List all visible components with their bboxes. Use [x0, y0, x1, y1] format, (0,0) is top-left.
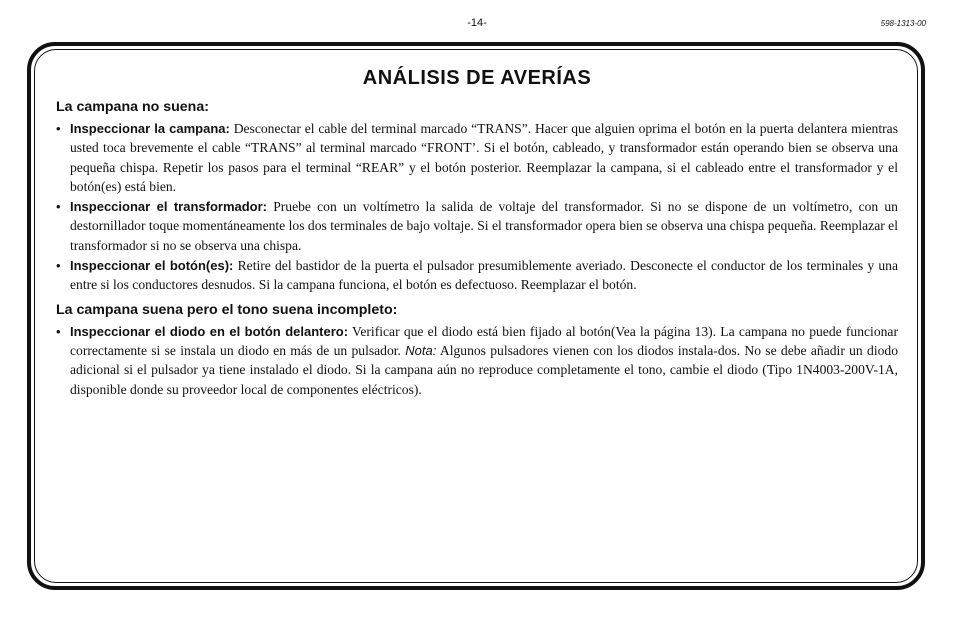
document-code: 598-1313-00	[880, 19, 926, 28]
item-lead: Inspeccionar el botón(es):	[70, 258, 234, 274]
item-text: Desconectar el cable del terminal marcado “TRANS”. Hacer que alguien oprima el botón en la puerta delantera mientras usted toca brevemente el cable “TRANS” al terminal marcado “FRONT’. Si el botón, cableado, y transformador están operando bien se observa una pequeña chispa. Repetir los pasos para el terminal “REAR” y el botón posterior. Reemplazar la campana, si el cableado entre el transformador y el botón(es) está bien.	[70, 121, 898, 194]
item-lead: Inspeccionar el transformador:	[70, 199, 268, 215]
page-number: -14-	[467, 17, 487, 29]
note-label: Nota:	[405, 342, 437, 358]
item-text: Retire del bastidor de la puerta el pulsador presumiblemente averiado. Desconecte el conductor de los terminales y una entre si los conductores desnudos. Si la campana funciona, el botón es defectuoso. Reemplazar el botón.	[70, 258, 898, 293]
item-text: Pruebe con un voltímetro la salida de voltaje del transformador. Si no se dispone de un voltímetro, con un destornillador toque momentáneamente los dos terminales de bajo voltaje. Si el transformador opera bien se observa una chispa pequeña. Reemplazar el transformador si no se observa una chispa.	[70, 199, 898, 253]
page-title: ANÁLISIS DE AVERÍAS	[362, 67, 592, 89]
section-heading-no-ring: La campana no suena:	[56, 99, 209, 115]
section-heading-incomplete-tone: La campana suena pero el tono suena incompleto:	[56, 301, 398, 318]
incomplete-tone-list	[56, 322, 898, 399]
item-lead: Inspeccionar la campana:	[70, 121, 230, 136]
troubleshooting-content	[56, 64, 898, 400]
list-item-check-diode	[56, 322, 898, 399]
item-text: Verificar que el diodo está bien fijado al botón(Vea la página 13). La campana no puede funcionar correctamente si se instala un diodo en más de un pulsador.	[70, 323, 898, 358]
list-item-check-transformer	[56, 197, 898, 255]
note-text: Algunos pulsadores vienen con los diodos instala-dos. No se debe añadir un diodo adicional si el pulsador ya tiene instalado el diodo. Si la campana aún no reproduce completamente el tono, cambie el diodo (Tipo 1N4003-200V-1A, disponible donde su proveedor local de componentes eléctricos).	[70, 342, 898, 397]
item-lead: Inspeccionar el diodo en el botón delantero:	[70, 323, 349, 339]
no-ring-list	[56, 119, 898, 295]
list-item-check-buttons	[56, 256, 898, 295]
list-item-check-chime	[56, 119, 898, 196]
